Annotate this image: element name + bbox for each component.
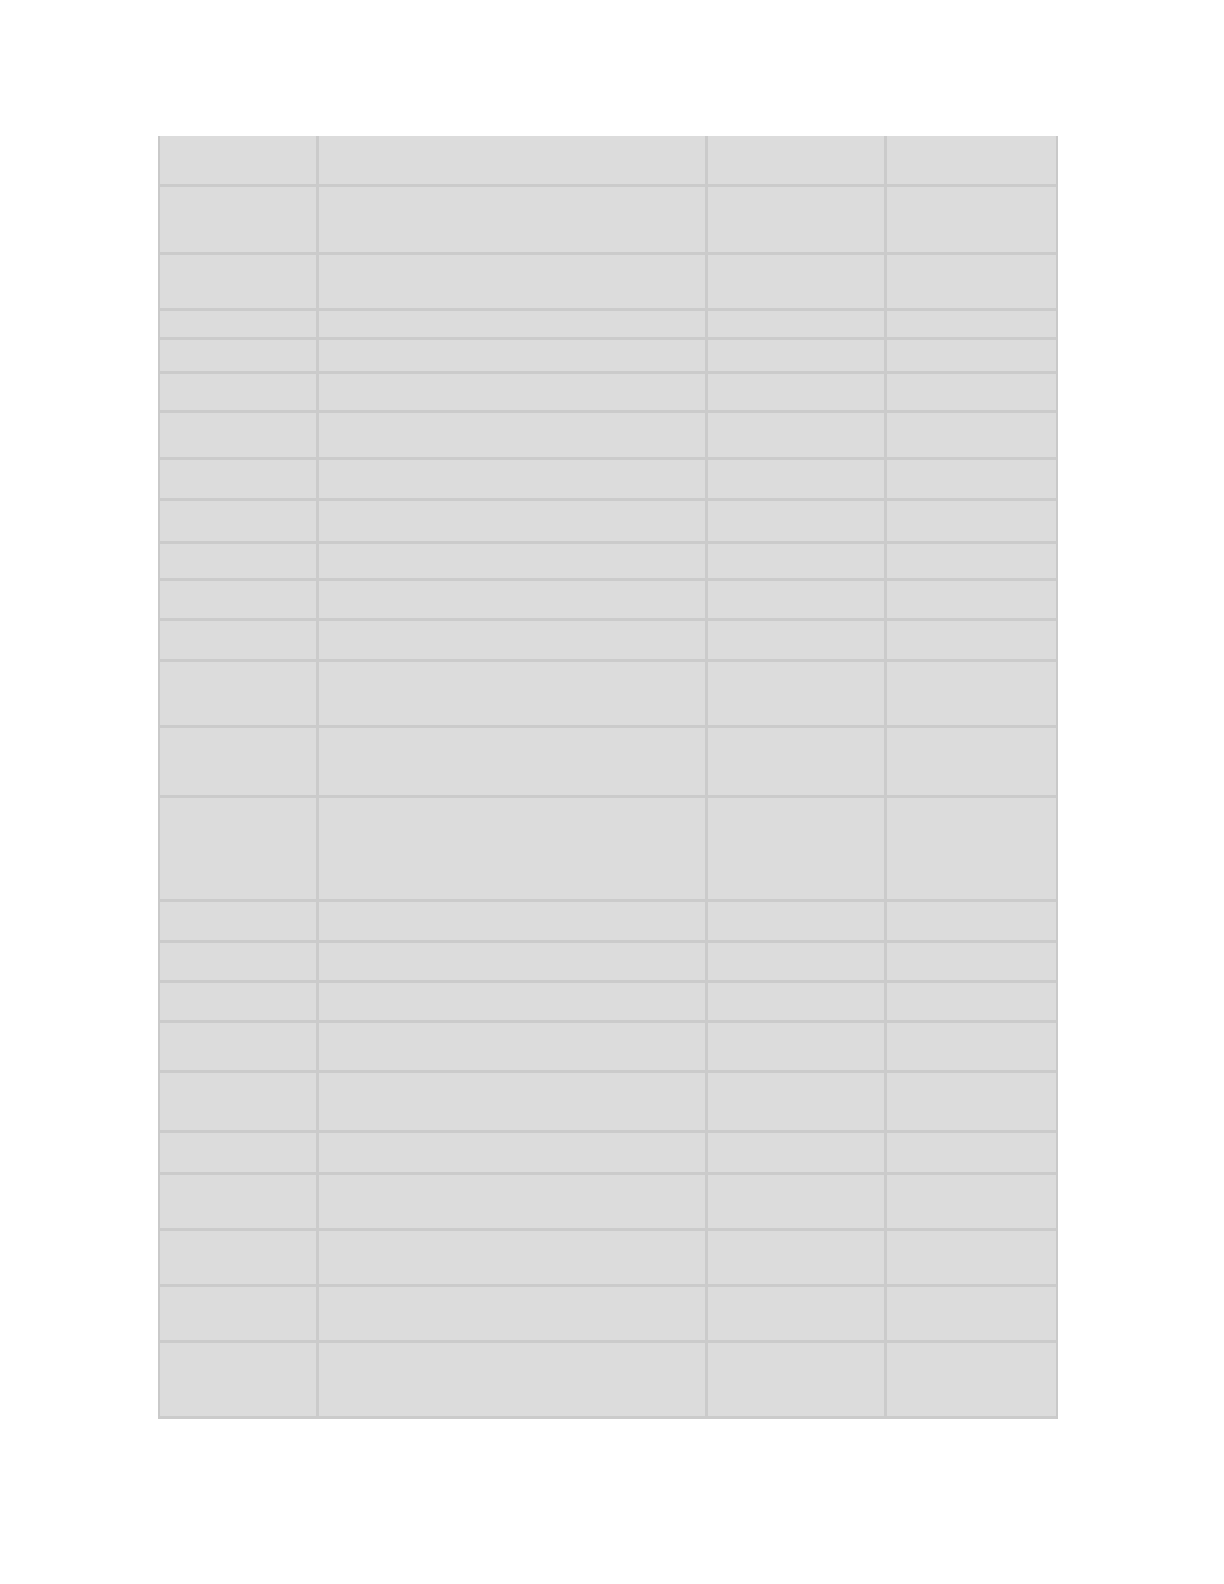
row-title: [318, 579, 707, 619]
row-slot: [886, 411, 1057, 458]
table-row: [160, 411, 1056, 458]
title-spacer: [327, 844, 697, 852]
table-row: [160, 579, 1056, 619]
row-group: [707, 542, 886, 579]
row-group: [707, 499, 886, 542]
table-row: [160, 309, 1056, 338]
row-group: [707, 1131, 886, 1173]
row-code: [160, 185, 318, 253]
row-code: [160, 136, 318, 185]
row-group: [707, 981, 886, 1021]
row-slot: [886, 619, 1057, 660]
row-slot: [886, 900, 1057, 941]
row-title: [318, 1285, 707, 1341]
row-title: [318, 338, 707, 372]
row-slot: [886, 1131, 1057, 1173]
row-code: [160, 411, 318, 458]
row-slot: [886, 941, 1057, 981]
row-title: [318, 619, 707, 660]
row-code: [160, 1341, 318, 1417]
row-code: [160, 372, 318, 411]
row-code: [160, 1173, 318, 1229]
row-title: [318, 309, 707, 338]
row-slot: [886, 1285, 1057, 1341]
row-code: [160, 660, 318, 726]
row-group: [707, 619, 886, 660]
row-slot: [886, 1341, 1057, 1417]
row-title: [318, 796, 707, 900]
row-slot: [886, 660, 1057, 726]
row-group: [707, 1021, 886, 1071]
row-title: [318, 542, 707, 579]
row-code: [160, 1021, 318, 1071]
row-slot: [886, 1173, 1057, 1229]
row-group: [707, 900, 886, 941]
table-row: [160, 1285, 1056, 1341]
table-row: [160, 900, 1056, 941]
row-slot: [886, 726, 1057, 796]
schedule-sheet: [158, 136, 1058, 1419]
table-row: [160, 660, 1056, 726]
row-group: [707, 1341, 886, 1417]
row-title: [318, 941, 707, 981]
row-code: [160, 796, 318, 900]
table-row: [160, 619, 1056, 660]
table-row: [160, 1071, 1056, 1131]
table-row: [160, 1341, 1056, 1417]
table-row: [160, 1173, 1056, 1229]
row-slot: [886, 309, 1057, 338]
row-group: [707, 411, 886, 458]
row-group: [707, 660, 886, 726]
row-group: [707, 136, 886, 185]
row-group: [707, 1071, 886, 1131]
row-title: [318, 1071, 707, 1131]
table-row: [160, 372, 1056, 411]
row-code: [160, 1131, 318, 1173]
row-slot: [886, 1229, 1057, 1285]
row-title: [318, 726, 707, 796]
row-slot: [886, 185, 1057, 253]
row-title: [318, 499, 707, 542]
row-group: [707, 726, 886, 796]
row-code: [160, 1285, 318, 1341]
row-slot: [886, 579, 1057, 619]
row-slot: [886, 253, 1057, 309]
row-title: [318, 1341, 707, 1417]
table-row: [160, 981, 1056, 1021]
row-title: [318, 1173, 707, 1229]
row-slot: [886, 981, 1057, 1021]
row-slot: [886, 338, 1057, 372]
row-slot: [886, 796, 1057, 900]
row-code: [160, 900, 318, 941]
row-slot: [886, 499, 1057, 542]
table-row: [160, 1021, 1056, 1071]
row-group: [707, 309, 886, 338]
row-group: [707, 338, 886, 372]
table-row: [160, 185, 1056, 253]
row-code: [160, 579, 318, 619]
row-code: [160, 542, 318, 579]
row-code: [160, 1229, 318, 1285]
table-row: [160, 941, 1056, 981]
table-row: [160, 796, 1056, 900]
row-code: [160, 458, 318, 499]
row-code: [160, 619, 318, 660]
row-title: [318, 981, 707, 1021]
table-row: [160, 458, 1056, 499]
table-row: [160, 542, 1056, 579]
row-group: [707, 1285, 886, 1341]
row-group: [707, 458, 886, 499]
table-row: [160, 726, 1056, 796]
row-slot: [886, 1071, 1057, 1131]
row-slot: [886, 542, 1057, 579]
row-slot: [886, 136, 1057, 185]
row-code: [160, 338, 318, 372]
row-group: [707, 941, 886, 981]
table-row: [160, 1131, 1056, 1173]
table-row: [160, 499, 1056, 542]
table-row: [160, 338, 1056, 372]
table-row: [160, 253, 1056, 309]
row-title: [318, 900, 707, 941]
row-code: [160, 726, 318, 796]
row-group: [707, 1173, 886, 1229]
row-code: [160, 1071, 318, 1131]
row-title: [318, 372, 707, 411]
row-code: [160, 253, 318, 309]
row-group: [707, 253, 886, 309]
row-group: [707, 579, 886, 619]
row-code: [160, 981, 318, 1021]
row-slot: [886, 372, 1057, 411]
row-group: [707, 796, 886, 900]
row-title: [318, 411, 707, 458]
row-slot: [886, 1021, 1057, 1071]
table-row: [160, 136, 1056, 185]
row-group: [707, 185, 886, 253]
row-code: [160, 499, 318, 542]
row-title: [318, 253, 707, 309]
row-title: [318, 458, 707, 499]
row-title: [318, 136, 707, 185]
schedule-table: [160, 136, 1056, 1419]
table-row: [160, 1229, 1056, 1285]
row-code: [160, 309, 318, 338]
row-title: [318, 1229, 707, 1285]
row-slot: [886, 458, 1057, 499]
row-title: [318, 1131, 707, 1173]
row-group: [707, 372, 886, 411]
row-group: [707, 1229, 886, 1285]
row-title: [318, 185, 707, 253]
row-code: [160, 941, 318, 981]
row-title: [318, 660, 707, 726]
row-title: [318, 1021, 707, 1071]
